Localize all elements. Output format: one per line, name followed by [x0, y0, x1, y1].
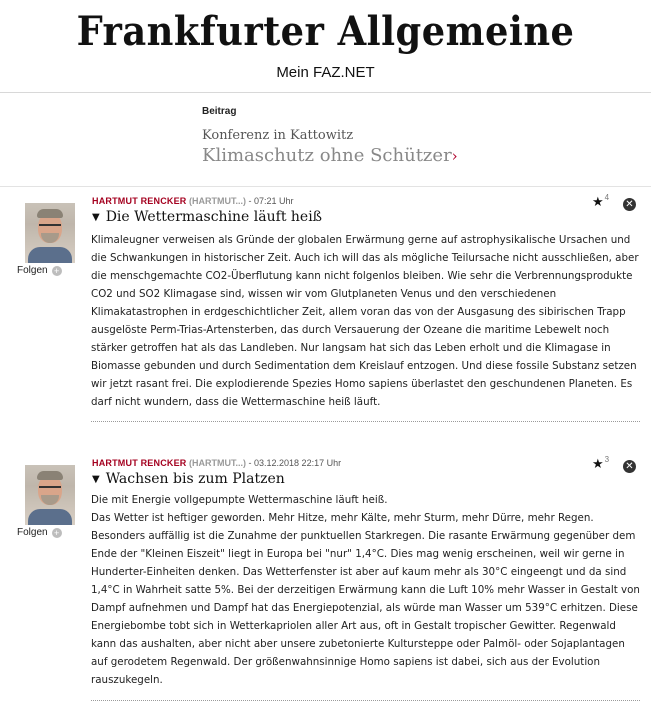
author-name[interactable]: HARTMUT RENCKER [92, 458, 187, 468]
plus-icon[interactable]: + [52, 528, 62, 538]
section-label: Beitrag [202, 106, 237, 117]
star-icon[interactable]: ★ [592, 194, 604, 209]
faz-logo[interactable]: Frankfurter Allgemeine [76, 8, 575, 55]
comment-title[interactable] [92, 209, 322, 225]
chevron-right-icon[interactable]: › [451, 147, 458, 165]
follow-button[interactable] [17, 527, 62, 538]
follow-label[interactable]: Folgen [17, 265, 48, 276]
comment-divider [91, 700, 640, 701]
author-nickname: (HARTMUT...) [189, 458, 247, 468]
comment-time: 07:21 Uhr [254, 196, 294, 206]
comment-paragraph: Die mit Energie vollgepumpte Wettermaschine läuft heiß. [91, 494, 388, 506]
follow-button[interactable] [17, 265, 62, 276]
comment-body [91, 491, 640, 689]
article-headline-link[interactable] [202, 145, 642, 166]
comment-meta [92, 196, 294, 206]
comment-time: 03.12.2018 22:17 Uhr [254, 458, 342, 468]
comment-paragraph: Klimaleugner verweisen als Gründe der globalen Erwärmung gerne auf astrophysikalische Ursachen und die Schwankungen in historischer Zeit. Auch ich will das als mögliche Teilursache nicht ausschließen, aber die menschgemachte CO2-Überflutung kann nicht folgenlos bleiben. Wie sehr die Verbrennungsprodukte CO2 und SO2 Klimagase sind, wissen wir vom Glutplaneten Venus und den verschiedenen Klimakatastrophen in erdgeschichtlicher Zeit, allem voran das von der Ausgasung des sibirischen Trapp ausgelöste Perm-Trias-Artensterben, das durch Versauerung der Ozeane die maritime Lebewelt noch stärker getroffen hat als das Landleben. Nur langsam hat sich das Leben erholt und die Klimagase in Biomasse gebunden und durch Sedimentation dem Kreislauf entzogen. Und diese fossile Substanz setzen wir jetzt rasant frei. Die explodierende Spezies Homo sapiens überlastet den geschundenen Planeten. Es darf nicht wundern, dass die Wettermaschine heiß läuft. [91, 234, 639, 408]
meta-separator: - [246, 458, 255, 468]
close-icon[interactable]: ✕ [623, 460, 636, 473]
rating-count: 3 [604, 455, 610, 464]
rating[interactable] [592, 455, 609, 473]
masthead [0, 0, 651, 93]
close-icon[interactable]: ✕ [623, 198, 636, 211]
article-kicker: Konferenz in Kattowitz [202, 128, 354, 143]
star-icon[interactable]: ★ [592, 456, 604, 471]
rating[interactable] [592, 193, 609, 211]
avatar[interactable] [25, 203, 75, 263]
author-name[interactable]: HARTMUT RENCKER [92, 196, 187, 206]
meta-separator: - [246, 196, 255, 206]
mein-faz-title[interactable]: Mein FAZ.NET [276, 64, 375, 81]
comment-divider [91, 421, 640, 422]
rating-count: 4 [604, 193, 610, 202]
comment-paragraph: Das Wetter ist heftiger geworden. Mehr Hitze, mehr Kälte, mehr Sturm, mehr Dürre, mehr Regen. Besonders auffällig ist die Zunahme der punktuellen Starkregen. Die rasante Erwärmung gegenüber dem Ende der "Kleinen Eiszeit" liegt in Europa bei "nur" 1,4°C. Dies mag wenig erscheinen, weil wir gerne in Hunderter-Einheiten denken. Das Wetterfenster ist aber auf kaum mehr als 30°C eingeengt und da sind 1,4°C in Wahrheit satte 5%. Bei der derzeitigen Erwärmung kann die Luft 10% mehr Wasser in Gestalt von Dampf aufnehmen und Dampf hat das Energiepotenzial, als würde man Wasser um 539°C erhitzen. Diese Energiebombe tobt sich in Wetterkapriolen aller Art aus, oft in Gestalt tropischer Gewitter. Regenwald kann das aushalten, aber nicht aber unsere zubetonierte Kultursteppe oder Palmöl- oder Sojaplantagen auf gerodetem Regenwald. Der größenwahnsinnige Homo sapiens ist dabei, sich aus der Evolution rauszukegeln. [91, 512, 640, 686]
divider [0, 186, 651, 187]
comment-title-text[interactable]: Die Wettermaschine läuft heiß [105, 209, 323, 225]
comment-body [91, 231, 640, 411]
avatar[interactable] [25, 465, 75, 525]
article-headline[interactable]: Klimaschutz ohne Schützer [202, 145, 452, 166]
comment-meta [92, 458, 341, 468]
follow-label[interactable]: Folgen [17, 527, 48, 538]
triangle-down-icon[interactable]: ▼ [92, 212, 100, 223]
article-reference [202, 106, 642, 166]
comment-title[interactable] [92, 471, 285, 487]
comment-title-text[interactable]: Wachsen bis zum Platzen [105, 471, 285, 487]
triangle-down-icon[interactable]: ▼ [92, 474, 100, 485]
author-nickname: (HARTMUT...) [189, 196, 247, 206]
plus-icon[interactable]: + [52, 266, 62, 276]
